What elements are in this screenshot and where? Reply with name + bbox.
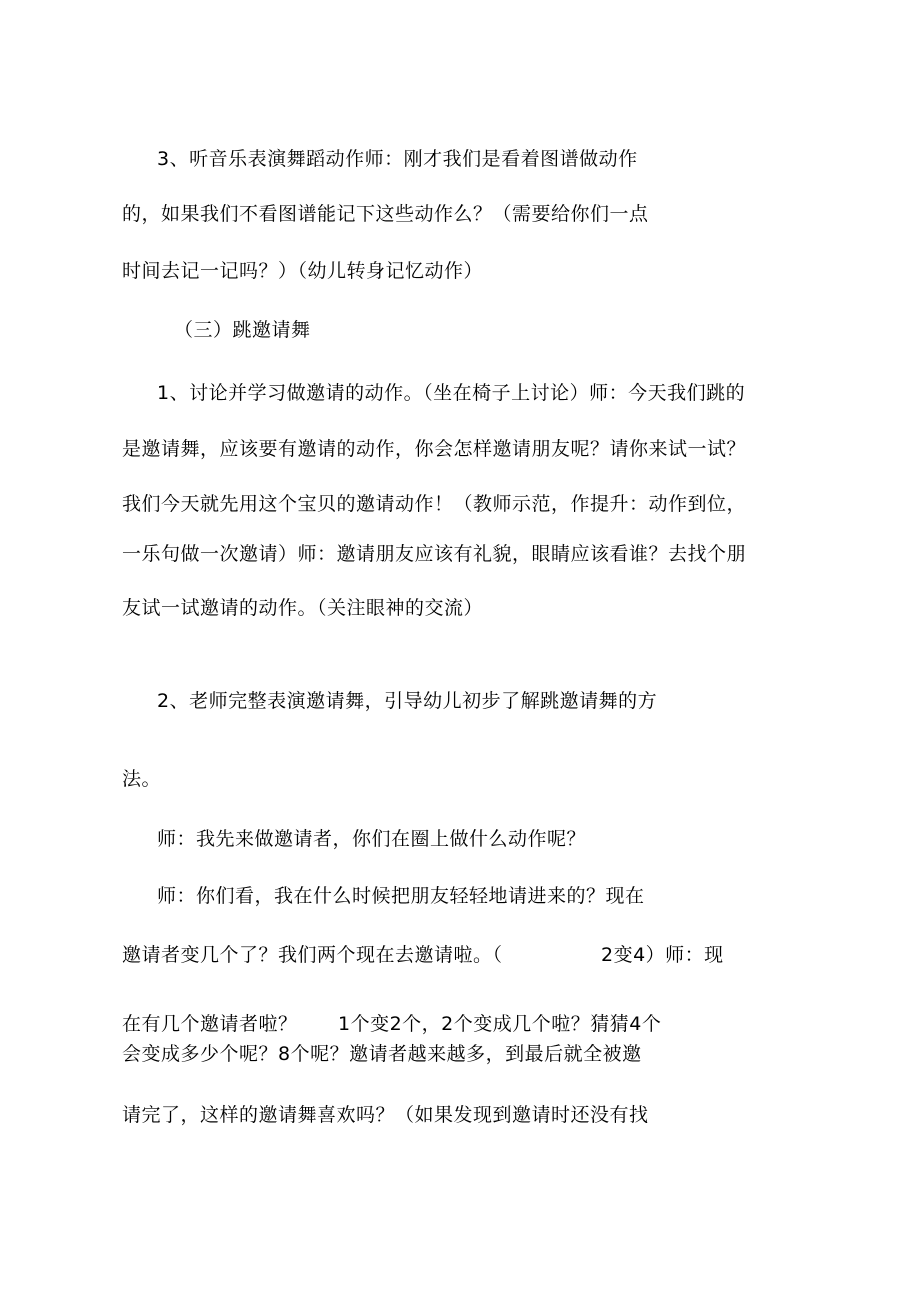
text-line: 一乐句做一次邀请）师：邀请朋友应该有礼貌，眼睛应该看谁？去找个朋 <box>122 543 747 565</box>
text-line: 3、听音乐表演舞蹈动作师：刚才我们是看着图谱做动作 <box>157 148 638 170</box>
text-line: 2变4）师：现 <box>601 944 724 966</box>
text-line: 时间去记一记吗？）（幼儿转身记忆动作） <box>122 260 484 282</box>
text-line: 1、讨论并学习做邀请的动作。（坐在椅子上讨论）师：今天我们跳的 <box>157 382 746 404</box>
text-line: 请完了，这样的邀请舞喜欢吗？（如果发现到邀请时还没有找 <box>122 1104 649 1126</box>
text-line: 师：你们看，我在什么时候把朋友轻轻地请进来的？现在 <box>157 885 645 907</box>
text-line: 邀请者变几个了？我们两个现在去邀请啦。（ <box>122 944 503 966</box>
text-line: 在有几个邀请者啦？ <box>122 1013 298 1035</box>
text-line: 会变成多少个呢？8个呢？邀请者越来越多，到最后就全被邀 <box>122 1043 642 1065</box>
text-line: 法。 <box>122 768 162 790</box>
text-line: 1个变2个，2个变成几个啦？猜猜4个 <box>338 1013 662 1035</box>
text-line: 师：我先来做邀请者，你们在圈上做什么动作呢？ <box>157 828 587 850</box>
text-line: 2、老师完整表演邀请舞，引导幼儿初步了解跳邀请舞的方 <box>157 690 658 712</box>
text-line: 的，如果我们不看图谱能记下这些动作么？（需要给你们一点 <box>122 203 649 225</box>
text-line: 友试一试邀请的动作。（关注眼神的交流） <box>122 597 484 619</box>
text-line: 是邀请舞，应该要有邀请的动作，你会怎样邀请朋友呢？请你来试一试？ <box>122 438 747 460</box>
text-line: 我们今天就先用这个宝贝的邀请动作！（教师示范，作提升：动作到位， <box>122 493 747 515</box>
section-heading: （三）跳邀请舞 <box>174 319 311 341</box>
